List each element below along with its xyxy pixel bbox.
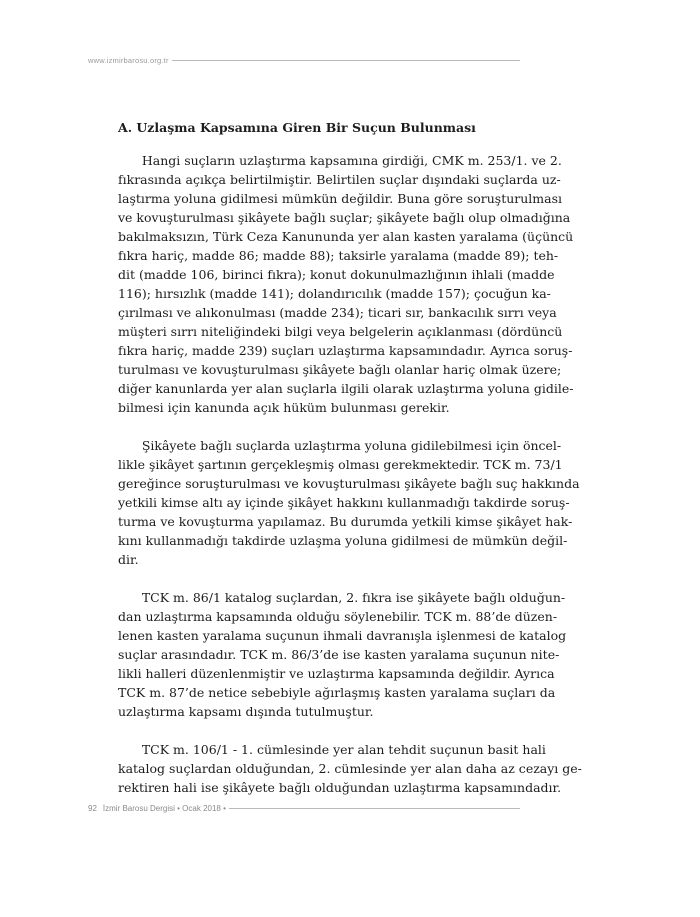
paragraph: [118, 436, 580, 569]
paragraph-line: fıkrasında açıkça belirtilmiştir. Belirtilen suçlar dışındaki suçlarda uz-: [118, 172, 561, 187]
paragraph-line: suçlar arasındadır. TCK m. 86/3’de ise kasten yaralama suçunun nite-: [118, 647, 560, 662]
paragraph-line: çırılması ve alıkonulması (madde 234); ticari sır, bankacılık sırrı veya: [118, 305, 557, 320]
running-header: [88, 53, 520, 67]
paragraph: [118, 740, 582, 797]
paragraph-line: turma ve kovuşturma yapılamaz. Bu durumda yetkili kimse şikâyet hak-: [118, 514, 573, 529]
paragraphs: [118, 151, 582, 797]
running-footer: [88, 801, 520, 815]
paragraph: [118, 151, 574, 417]
paragraph-line: rektiren hali ise şikâyete bağlı olduğundan uzlaştırma kapsamındadır.: [118, 780, 562, 795]
paragraph-line: TCK m. 86/1 katalog suçlardan, 2. fıkra ise şikâyete bağlı olduğun-: [118, 590, 566, 605]
paragraph-line: likle şikâyet şartının gerçekleşmiş olması gerekmektedir. TCK m. 73/1: [118, 457, 563, 472]
paragraph-line: kını kullanmadığı takdirde uzlaşma yoluna gidilmesi de mümkün değil-: [118, 533, 568, 548]
paragraph-line: laştırma yoluna gidilmesi mümkün değildir. Buna göre soruşturulması: [118, 191, 563, 206]
paragraph-line: katalog suçlardan olduğundan, 2. cümlesinde yer alan daha az cezayı ge-: [118, 761, 582, 776]
paragraph-line: yetkili kimse altı ay içinde şikâyet hakkını kullanmadığı takdirde soruş-: [118, 495, 570, 510]
paragraph-line: lenen kasten yaralama suçunun ihmali davranışla işlenmesi de katalog: [118, 628, 567, 643]
paragraph-line: TCK m. 87’de netice sebebiyle ağırlaşmış kasten yaralama suçları da: [118, 685, 556, 700]
paragraph-line: uzlaştırma kapsamı dışında tutulmuştur.: [118, 704, 374, 719]
paragraph-line: TCK m. 106/1 - 1. cümlesinde yer alan tehdit suçunun basit hali: [118, 742, 546, 757]
section-heading: A. Uzlaşma Kapsamına Giren Bir Suçun Bulunması: [118, 120, 476, 135]
paragraph-line: turulması ve kovuşturulması şikâyete bağlı olanlar hariç olmak üzere;: [118, 362, 562, 377]
body-content: [118, 118, 582, 816]
paragraph-line: bakılmaksızın, Türk Ceza Kanununda yer alan kasten yaralama (üçüncü: [118, 229, 574, 244]
paragraph-line: müşteri sırrı niteliğindeki bilgi veya belgelerin açıklanması (dördüncü: [118, 324, 563, 339]
page-number: 92: [88, 803, 97, 813]
paragraph-line: 116); hırsızlık (madde 141); dolandırıcılık (madde 157); çocuğun ka-: [118, 286, 551, 301]
paragraph-line: fıkra hariç, madde 86; madde 88); taksirle yaralama (madde 89); teh-: [118, 248, 559, 263]
paragraph-line: fıkra hariç, madde 239) suçları uzlaştırma kapsamındadır. Ayrıca soruş-: [118, 343, 573, 358]
paragraph-line: bilmesi için kanunda açık hüküm bulunması gerekir.: [118, 400, 450, 415]
paragraph-line: dan uzlaştırma kapsamında olduğu söylenebilir. TCK m. 88’de düzen-: [118, 609, 558, 624]
paragraph-line: ve kovuşturulması şikâyete bağlı suçlar; şikâyete bağlı olup olmadığına: [118, 210, 571, 225]
paragraph-line: dir.: [118, 552, 139, 567]
paragraph: [118, 588, 567, 721]
paragraph-line: gereğince soruşturulması ve kovuşturulması şikâyete bağlı suç hakkında: [118, 476, 580, 491]
header-rule: [172, 60, 520, 61]
paragraph-line: Hangi suçların uzlaştırma kapsamına girdiği, CMK m. 253/1. ve 2.: [118, 153, 562, 168]
journal-name: İzmir Barosu Dergisi • Ocak 2018 •: [102, 803, 226, 813]
footer-rule: [229, 808, 520, 809]
paragraph-line: diğer kanunlarda yer alan suçlarla ilgili olarak uzlaştırma yoluna gidile-: [118, 381, 574, 396]
paragraph-line: dit (madde 106, birinci fıkra); konut dokunulmazlığının ihlali (madde: [118, 267, 555, 282]
header-url: www.izmirbarosu.org.tr: [88, 55, 169, 65]
paragraph-line: likli halleri düzenlenmiştir ve uzlaştırma kapsamında değildir. Ayrıca: [118, 666, 555, 681]
paragraph-line: Şikâyete bağlı suçlarda uzlaştırma yoluna gidilebilmesi için öncel-: [118, 438, 562, 453]
